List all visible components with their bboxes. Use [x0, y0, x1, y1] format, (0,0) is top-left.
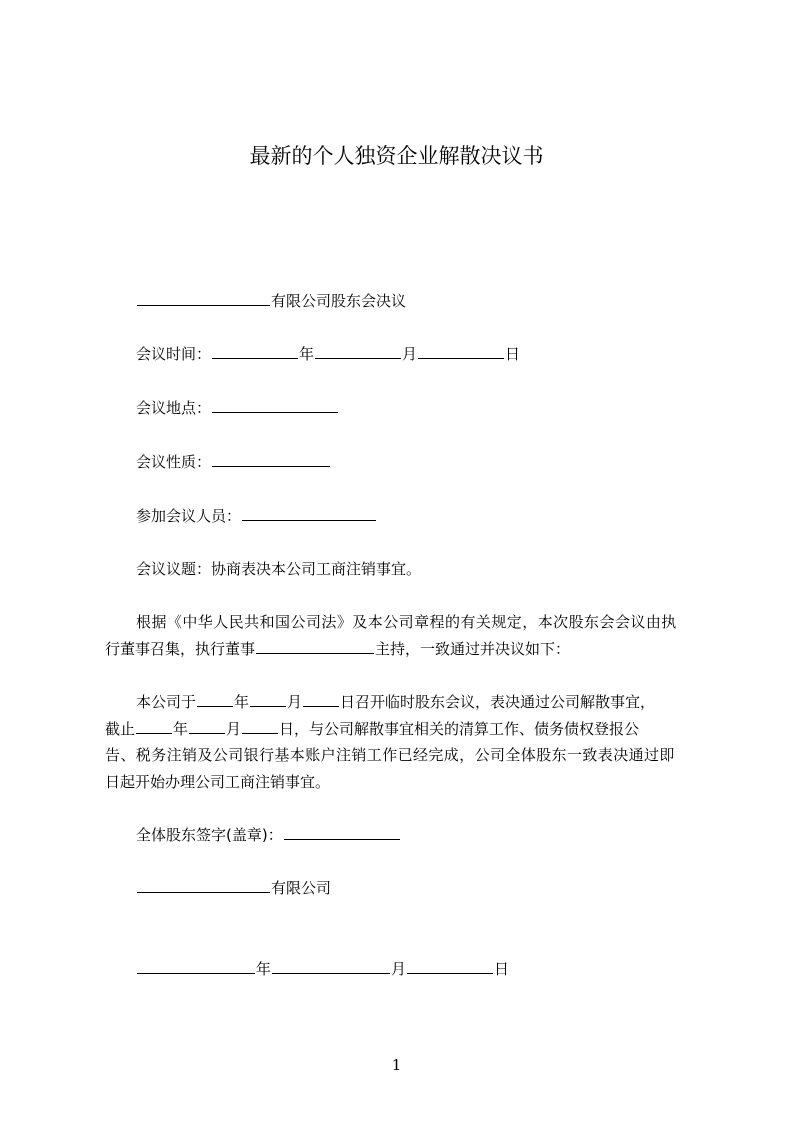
year-blank	[212, 343, 298, 359]
meeting-place-blank	[212, 397, 338, 413]
meeting-nature-blank	[212, 451, 330, 467]
meeting-topic-line: 会议议题：协商表决本公司工商注销事宜。	[136, 560, 422, 578]
para2-l2-month: 月	[226, 720, 242, 738]
para1-line1: 根据《中华人民共和国公司法》及本公司章程的有关规定，本次股东会会议由执	[136, 613, 677, 631]
footer-month-label: 月	[391, 960, 407, 978]
para2-l2-month-blank	[189, 718, 225, 734]
attendees-label: 参加会议人员：	[136, 507, 242, 525]
footer-day-blank	[407, 958, 493, 974]
para1-line2	[105, 637, 570, 661]
company-footer-line	[136, 876, 331, 900]
company-footer-text: 有限公司	[271, 879, 332, 897]
para2-l1-day-blank	[303, 691, 339, 707]
para2-l1-b: 日召开临时股东会议，表决通过公司解散事宜，	[340, 693, 656, 711]
month-label: 月	[402, 345, 418, 363]
signature-blank	[284, 824, 400, 840]
para2-l1-year-blank	[197, 691, 233, 707]
signature-label: 全体股东签字(盖章)：	[136, 826, 283, 844]
executive-director-blank	[256, 638, 374, 654]
para2-l2-year-blank	[136, 718, 172, 734]
meeting-nature-label: 会议性质：	[136, 453, 212, 471]
para2-line2	[105, 717, 639, 741]
para2-l1-month-blank	[250, 691, 286, 707]
meeting-place-label: 会议地点：	[136, 399, 212, 417]
document-title: 最新的个人独资企业解散决议书	[249, 144, 544, 168]
footer-month-blank	[272, 958, 390, 974]
day-blank	[418, 343, 504, 359]
signature-line	[136, 823, 401, 847]
day-label: 日	[505, 345, 521, 363]
meeting-time-label: 会议时间：	[136, 345, 212, 363]
footer-year-label: 年	[256, 960, 272, 978]
footer-date-line	[136, 957, 509, 981]
para2-l1-year: 年	[234, 693, 250, 711]
para1-line2-b: 主持，一致通过并决议如下：	[375, 640, 571, 658]
resolution-heading	[136, 289, 406, 313]
footer-day-label: 日	[494, 960, 510, 978]
para2-l2-a: 截止	[105, 720, 136, 738]
footer-year-blank	[137, 958, 255, 974]
meeting-time-line	[136, 342, 520, 366]
para2-line4: 日起开始办理公司工商注销事宜。	[105, 773, 331, 791]
para2-l2-day-blank	[242, 718, 278, 734]
para2-line3: 告、税务注销及公司银行基本账户注销工作已经完成，公司全体股东一致表决通过即	[105, 746, 675, 764]
para2-l2-year: 年	[173, 720, 189, 738]
page-number: 1	[391, 1056, 402, 1074]
para2-line1	[136, 690, 655, 714]
meeting-nature-line	[136, 450, 331, 474]
year-label: 年	[299, 345, 315, 363]
resolution-heading-text: 有限公司股东会决议	[271, 292, 407, 310]
meeting-place-line	[136, 396, 339, 420]
attendees-blank	[242, 505, 376, 521]
attendees-line	[136, 504, 377, 528]
company-footer-blank	[137, 877, 270, 893]
para2-l2-b: 日，与公司解散事宜相关的清算工作、债务债权登报公	[279, 720, 640, 738]
para1-line2-a: 行董事召集，执行董事	[105, 640, 256, 658]
month-blank	[315, 343, 401, 359]
company-name-blank	[137, 290, 270, 306]
para2-l1-a: 本公司于	[136, 693, 197, 711]
para2-l1-month: 月	[287, 693, 303, 711]
